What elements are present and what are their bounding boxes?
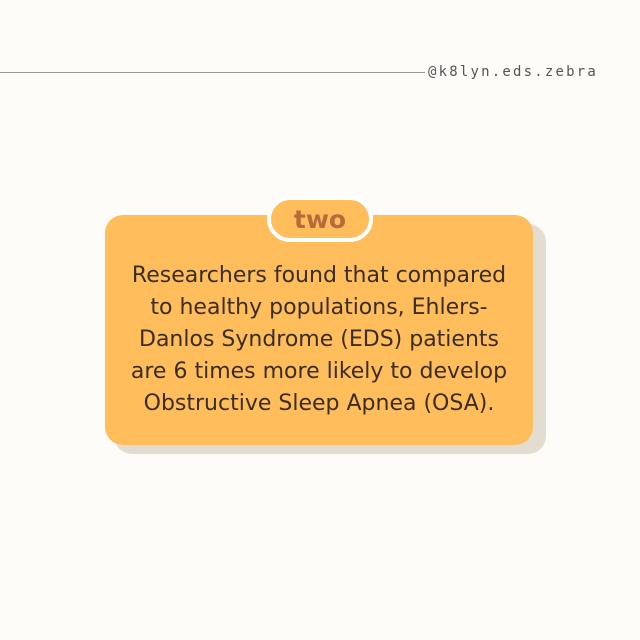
account-handle: @k8lyn.eds.zebra bbox=[428, 64, 599, 80]
header-divider-line bbox=[0, 72, 425, 73]
info-card bbox=[105, 215, 533, 445]
card-badge bbox=[267, 196, 373, 242]
card-line: are 6 times more likely to develop bbox=[130, 359, 508, 384]
card-badge-label: two bbox=[293, 204, 347, 234]
card-line: to healthy populations, Ehlers- bbox=[150, 295, 488, 320]
card-line: Danlos Syndrome (EDS) patients bbox=[139, 327, 499, 352]
card-body-text bbox=[105, 260, 533, 420]
card-line: Obstructive Sleep Apnea (OSA). bbox=[143, 391, 495, 416]
card-line: Researchers found that compared bbox=[131, 263, 507, 288]
